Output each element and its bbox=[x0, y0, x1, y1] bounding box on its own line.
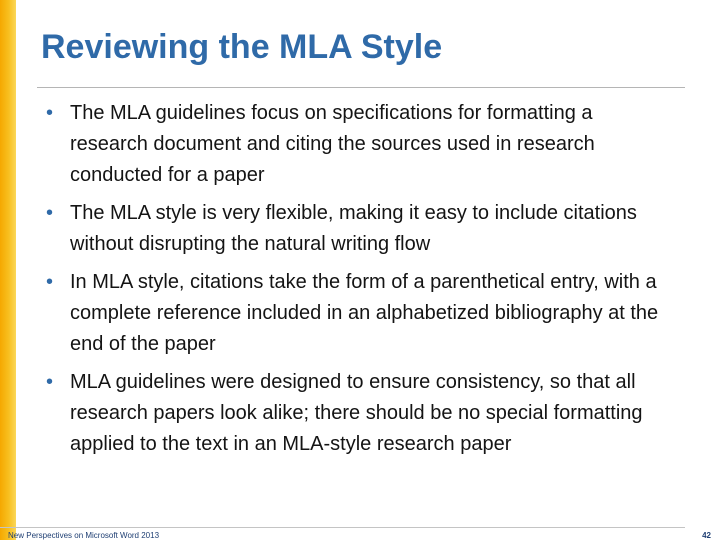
bullet-item bbox=[46, 267, 670, 360]
bullet-icon: • bbox=[46, 102, 54, 124]
title-divider bbox=[37, 87, 685, 88]
footer-divider bbox=[0, 527, 685, 528]
bullet-item bbox=[46, 367, 670, 460]
accent-side-bar bbox=[0, 0, 16, 540]
bullet-icon: • bbox=[46, 271, 54, 293]
bullet-item bbox=[46, 98, 670, 191]
bullet-icon: • bbox=[46, 202, 54, 224]
bullet-text: In MLA style, citations take the form of a parenthetical entry, with a complete reference included in an alphabetized bibliography at the end of the paper bbox=[70, 271, 659, 355]
bullet-item bbox=[46, 198, 670, 260]
bullet-text: MLA guidelines were designed to ensure consistency, so that all research papers look alike; there should be no special formatting applied to the text in an MLA-style research paper bbox=[70, 371, 643, 455]
bullet-icon: • bbox=[46, 371, 54, 393]
footer-caption: New Perspectives on Microsoft Word 2013 bbox=[8, 531, 160, 540]
slide-title: Reviewing the MLA Style bbox=[41, 28, 443, 66]
page-number: 42 bbox=[702, 531, 711, 540]
bullet-list bbox=[46, 98, 670, 467]
bullet-text: The MLA style is very flexible, making it easy to include citations without disrupting the natural writing flow bbox=[70, 202, 637, 255]
bullet-text: The MLA guidelines focus on specifications for formatting a research document and citing the sources used in research conducted for a paper bbox=[70, 102, 595, 186]
